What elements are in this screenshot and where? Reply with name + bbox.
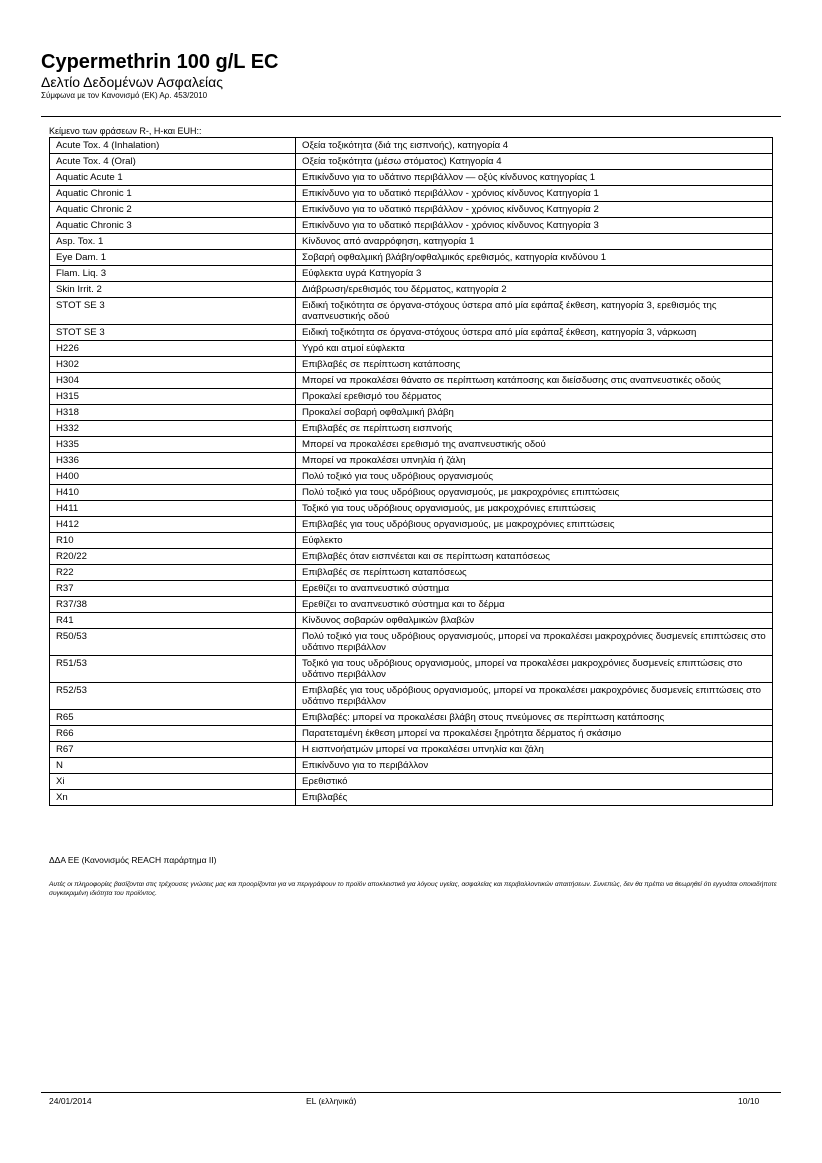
phrase-code-cell: Asp. Tox. 1 xyxy=(50,234,296,250)
phrase-text-cell: Επικίνδυνο για το υδάτινο περιβάλλον — οξύς κίνδυνος κατηγορίας 1 xyxy=(296,170,773,186)
footer-divider xyxy=(41,1092,781,1093)
phrase-code-cell: Acute Tox. 4 (Oral) xyxy=(50,154,296,170)
table-row xyxy=(50,325,773,341)
phrase-text-cell: Επιβλαβές: μπορεί να προκαλέσει βλάβη στους πνεύμονες σε περίπτωση κατάποσης xyxy=(296,710,773,726)
phrase-text-cell: Επικίνδυνο για το περιβάλλον xyxy=(296,758,773,774)
phrase-code-cell: H336 xyxy=(50,453,296,469)
phrase-text-cell: Εύφλεκτα υγρά Κατηγορία 3 xyxy=(296,266,773,282)
phrase-code-cell: R10 xyxy=(50,533,296,549)
table-row xyxy=(50,517,773,533)
phrase-code-cell: H412 xyxy=(50,517,296,533)
phrase-code-cell: H410 xyxy=(50,485,296,501)
phrase-code-cell: Xn xyxy=(50,790,296,806)
phrase-code-cell: Aquatic Chronic 2 xyxy=(50,202,296,218)
phrase-text-cell: Πολύ τοξικό για τους υδρόβιους οργανισμούς, μπορεί να προκαλέσει μακροχρόνιες δυσμενείς επιπτώσεις στο υδάτινο περιβάλλον xyxy=(296,629,773,656)
phrase-text-cell: Εύφλεκτο xyxy=(296,533,773,549)
table-row xyxy=(50,469,773,485)
phrase-code-cell: R50/53 xyxy=(50,629,296,656)
phrase-code-cell: H315 xyxy=(50,389,296,405)
phrase-code-cell: Aquatic Chronic 3 xyxy=(50,218,296,234)
phrase-text-cell: Τοξικό για τους υδρόβιους οργανισμούς, με μακροχρόνιες επιπτώσεις xyxy=(296,501,773,517)
phrase-text-cell: Επιβλαβές για τους υδρόβιους οργανισμούς, με μακροχρόνιες επιπτώσεις xyxy=(296,517,773,533)
table-row xyxy=(50,154,773,170)
table-row xyxy=(50,501,773,517)
phrases-table-body xyxy=(50,138,773,806)
phrase-text-cell: Επιβλαβές για τους υδρόβιους οργανισμούς, μπορεί να προκαλέσει μακροχρόνιες δυσμενείς επιπτώσεις στο υδάτινο περιβάλλον xyxy=(296,683,773,710)
phrase-text-cell: Υγρό και ατμοί εύφλεκτα xyxy=(296,341,773,357)
table-row xyxy=(50,421,773,437)
phrase-code-cell: H226 xyxy=(50,341,296,357)
phrase-text-cell: Κίνδυνος σοβαρών οφθαλμικών βλαβών xyxy=(296,613,773,629)
table-row xyxy=(50,710,773,726)
footer-date: 24/01/2014 xyxy=(49,1096,92,1106)
phrase-text-cell: Τοξικό για τους υδρόβιους οργανισμούς, μπορεί να προκαλέσει μακροχρόνιες δυσμενείς επιπτώσεις στο υδάτινο περιβάλλον xyxy=(296,656,773,683)
phrase-text-cell: Προκαλεί ερεθισμό του δέρματος xyxy=(296,389,773,405)
phrase-text-cell: Ειδική τοξικότητα σε όργανα-στόχους ύστερα από μία εφάπαξ έκθεση, κατηγορία 3, νάρκωση xyxy=(296,325,773,341)
phrase-code-cell: Skin Irrit. 2 xyxy=(50,282,296,298)
product-title: Cypermethrin 100 g/L EC xyxy=(41,51,279,73)
table-row xyxy=(50,581,773,597)
phrase-text-cell: Επιβλαβές όταν εισπνέεται και σε περίπτωση καταπόσεως xyxy=(296,549,773,565)
footer-page-number: 10/10 xyxy=(738,1096,760,1106)
table-row xyxy=(50,234,773,250)
table-row xyxy=(50,341,773,357)
table-row xyxy=(50,629,773,656)
header-divider xyxy=(41,116,781,117)
table-row xyxy=(50,613,773,629)
phrase-code-cell: STOT SE 3 xyxy=(50,298,296,325)
phrase-code-cell: H400 xyxy=(50,469,296,485)
table-row xyxy=(50,389,773,405)
table-row xyxy=(50,357,773,373)
phrase-code-cell: R51/53 xyxy=(50,656,296,683)
phrase-code-cell: R41 xyxy=(50,613,296,629)
table-row xyxy=(50,437,773,453)
phrase-text-cell: Επιβλαβές σε περίπτωση εισπνοής xyxy=(296,421,773,437)
phrase-code-cell: Aquatic Acute 1 xyxy=(50,170,296,186)
table-row xyxy=(50,266,773,282)
phrase-code-cell: STOT SE 3 xyxy=(50,325,296,341)
table-row xyxy=(50,533,773,549)
table-row xyxy=(50,186,773,202)
table-row xyxy=(50,405,773,421)
phrase-text-cell: Μπορεί να προκαλέσει ερεθισμό της αναπνευστικής οδού xyxy=(296,437,773,453)
phrase-text-cell: Προκαλεί σοβαρή οφθαλμική βλάβη xyxy=(296,405,773,421)
phrase-code-cell: H411 xyxy=(50,501,296,517)
table-row xyxy=(50,138,773,154)
phrase-text-cell: Οξεία τοξικότητα (μέσω στόματος) Κατηγορία 4 xyxy=(296,154,773,170)
dda-note: ΔΔΑ ΕΕ (Κανονισμός REACH παράρτημα II) xyxy=(49,855,217,865)
phrase-code-cell: R37/38 xyxy=(50,597,296,613)
phrase-code-cell: N xyxy=(50,758,296,774)
phrase-text-cell: Μπορεί να προκαλέσει υπνηλία ή ζάλη xyxy=(296,453,773,469)
phrase-text-cell: Μπορεί να προκαλέσει θάνατο σε περίπτωση κατάποσης και διείσδυσης στις αναπνευστικές οδούς xyxy=(296,373,773,389)
phrase-text-cell: Επικίνδυνο για το υδατικό περιβάλλον - χρόνιος κίνδυνος Κατηγορία 1 xyxy=(296,186,773,202)
phrase-code-cell: Acute Tox. 4 (Inhalation) xyxy=(50,138,296,154)
table-row xyxy=(50,597,773,613)
phrase-code-cell: R67 xyxy=(50,742,296,758)
table-row xyxy=(50,726,773,742)
phrase-text-cell: Κίνδυνος από αναρρόφηση, κατηγορία 1 xyxy=(296,234,773,250)
phrase-text-cell: Πολύ τοξικό για τους υδρόβιους οργανισμούς, με μακροχρόνιες επιπτώσεις xyxy=(296,485,773,501)
table-row xyxy=(50,250,773,266)
phrase-text-cell: Σοβαρή οφθαλμική βλάβη/οφθαλμικός ερεθισμός, κατηγορία κινδύνου 1 xyxy=(296,250,773,266)
table-row xyxy=(50,453,773,469)
regulation-reference: Σύμφωνα με τον Κανονισμό (ΕΚ) Αρ. 453/2010 xyxy=(41,91,208,100)
phrase-text-cell: Επιβλαβές σε περίπτωση καταπόσεως xyxy=(296,565,773,581)
phrase-code-cell: H332 xyxy=(50,421,296,437)
phrases-caption: Κείμενο των φράσεων R-, H-και EUH:: xyxy=(49,126,202,136)
phrase-text-cell: Επικίνδυνο για το υδατικό περιβάλλον - χρόνιος κίνδυνος Κατηγορία 2 xyxy=(296,202,773,218)
table-row xyxy=(50,485,773,501)
phrase-text-cell: Ειδική τοξικότητα σε όργανα-στόχους ύστερα από μία εφάπαξ έκθεση, κατηγορία 3, ερεθισμός της αναπνευστικής οδού xyxy=(296,298,773,325)
table-row xyxy=(50,565,773,581)
phrase-text-cell: Επιβλαβές xyxy=(296,790,773,806)
phrase-code-cell: Eye Dam. 1 xyxy=(50,250,296,266)
footer-language: EL (ελληνικά) xyxy=(306,1096,357,1106)
phrase-code-cell: R37 xyxy=(50,581,296,597)
table-row xyxy=(50,373,773,389)
phrase-code-cell: H304 xyxy=(50,373,296,389)
table-row xyxy=(50,758,773,774)
phrase-text-cell: Παρατεταμένη έκθεση μπορεί να προκαλέσει ξηρότητα δέρματος ή σκάσιμο xyxy=(296,726,773,742)
phrase-text-cell: Επικίνδυνο για το υδατικό περιβάλλον - χρόνιος κίνδυνος Κατηγορία 3 xyxy=(296,218,773,234)
table-row xyxy=(50,170,773,186)
table-row xyxy=(50,282,773,298)
phrase-code-cell: Xi xyxy=(50,774,296,790)
phrase-code-cell: Flam. Liq. 3 xyxy=(50,266,296,282)
phrase-code-cell: R52/53 xyxy=(50,683,296,710)
table-row xyxy=(50,549,773,565)
table-row xyxy=(50,774,773,790)
table-row xyxy=(50,656,773,683)
phrase-text-cell: Επιβλαβές σε περίπτωση κατάποσης xyxy=(296,357,773,373)
disclaimer-text: Αυτές οι πληροφορίες βασίζονται στις τρέχουσες γνώσεις μας και προορίζονται για να περιγράψουν το προϊόν αποκλειστικά για λόγους υγείας, ασφαλείας και περιβαλλοντικών απαιτήσεων. Συνεπώς, δεν θα πρέπει να θεωρηθεί ότι εγγυάται οποιαδήποτε συγκεκριμένη ιδιότητα του προϊόντος. xyxy=(49,881,777,897)
document-header xyxy=(41,50,278,101)
phrase-text-cell: Ερεθίζει το αναπνευστικό σύστημα xyxy=(296,581,773,597)
phrase-code-cell: R20/22 xyxy=(50,549,296,565)
table-row xyxy=(50,790,773,806)
phrase-code-cell: H335 xyxy=(50,437,296,453)
phrase-text-cell: Πολύ τοξικό για τους υδρόβιους οργανισμούς xyxy=(296,469,773,485)
phrase-text-cell: Οξεία τοξικότητα (διά της εισπνοής), κατηγορία 4 xyxy=(296,138,773,154)
table-row xyxy=(50,742,773,758)
phrase-text-cell: Διάβρωση/ερεθισμός του δέρματος, κατηγορία 2 xyxy=(296,282,773,298)
phrase-code-cell: H318 xyxy=(50,405,296,421)
phrase-code-cell: R22 xyxy=(50,565,296,581)
table-row xyxy=(50,218,773,234)
phrase-code-cell: H302 xyxy=(50,357,296,373)
table-row xyxy=(50,298,773,325)
phrase-code-cell: Aquatic Chronic 1 xyxy=(50,186,296,202)
table-row xyxy=(50,683,773,710)
phrase-code-cell: R66 xyxy=(50,726,296,742)
phrase-code-cell: R65 xyxy=(50,710,296,726)
phrase-text-cell: Ερεθιστικό xyxy=(296,774,773,790)
table-row xyxy=(50,202,773,218)
phrases-table xyxy=(49,137,773,806)
document-subtitle: Δελτίο Δεδομένων Ασφαλείας xyxy=(41,74,224,90)
phrase-text-cell: Η εισπνοήατμών μπορεί να προκαλέσει υπνηλία και ζάλη xyxy=(296,742,773,758)
phrase-text-cell: Ερεθίζει το αναπνευστικό σύστημα και το δέρμα xyxy=(296,597,773,613)
